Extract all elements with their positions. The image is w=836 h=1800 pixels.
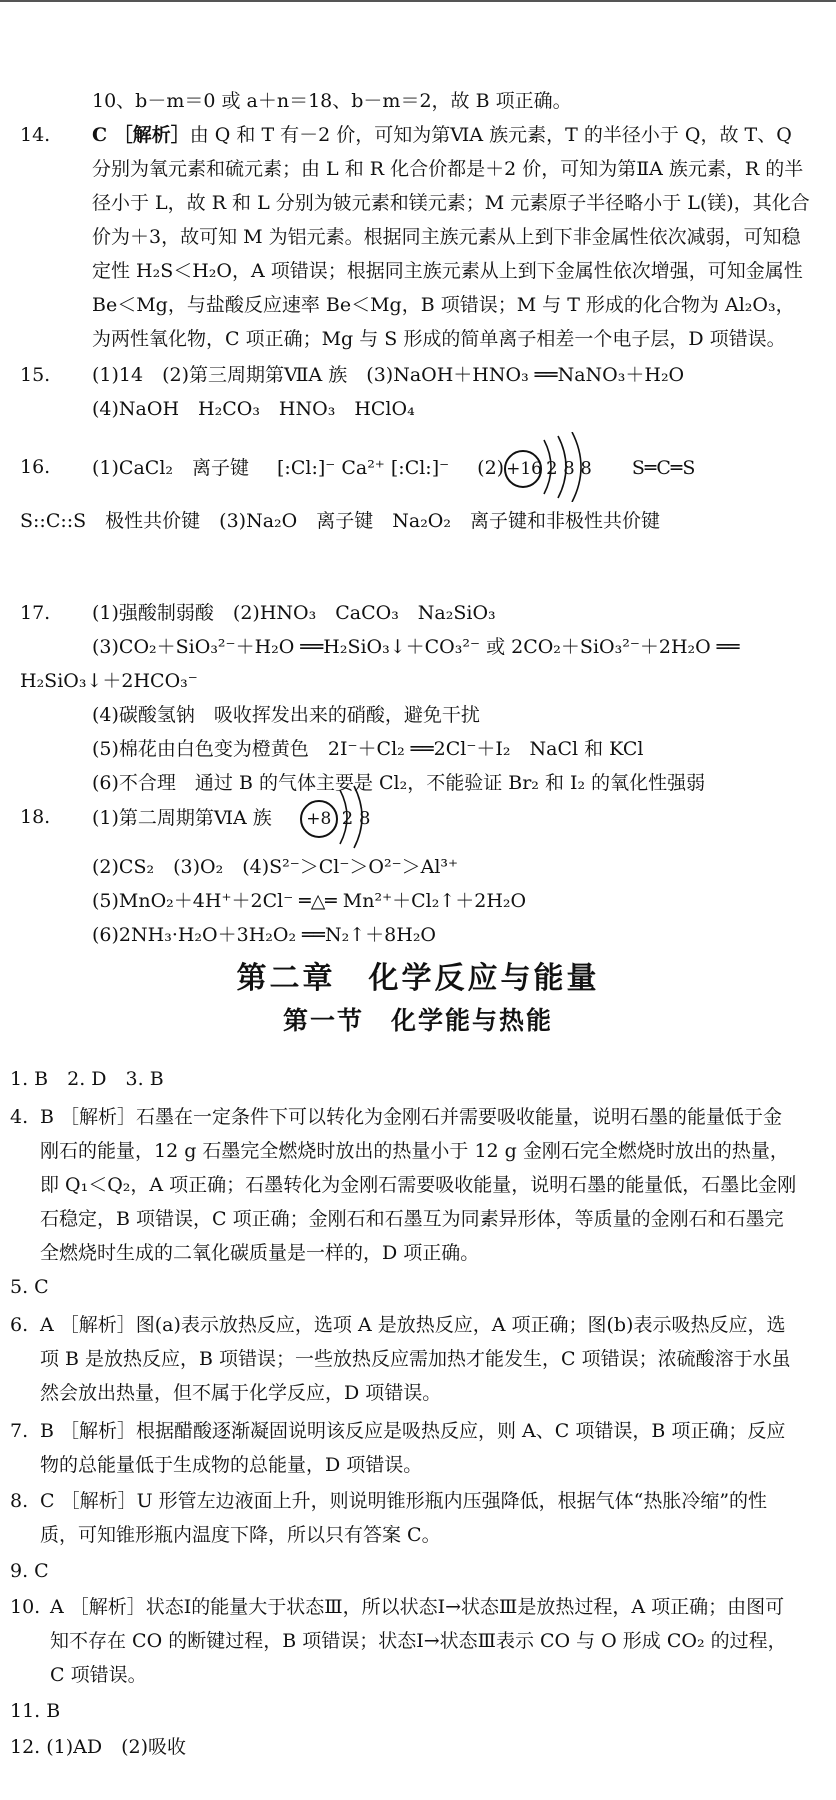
answer-11 [10, 1694, 800, 1728]
question-number: 7. [10, 1420, 29, 1442]
question-number: 14. [20, 124, 51, 146]
analysis-text: 由 Q 和 T 有－2 价，可知为第ⅥA 族元素，T 的半径小于 Q，故 T、Q 分别为氧元素和硫元素；由 L 和 R 化合价都是＋2 价，可知为第ⅡA 族元素，R 的半径小于 L，故 R 和 L 分别为铍元素和镁元素；M 元素原子半径略小于 L(镁)，其化合价为＋3，故可知 M 为铝元素。根据同主族元素从上到下非金属性依次减弱，可知稳定性 H₂S＜H₂O，A 项错误；根据同主族元素从上到下金属性依次增强，可知金属性 Be＜Mg，与盐酸反应速率 Be＜Mg，B 项错误；M 与 T 形成的化合物为 Al₂O₃，为两性氧化物，C 项正确；Mg 与 S 形成的简单离子相差一个电子层，D 项错误。 [92, 124, 810, 350]
answer-line: 11. B [10, 1700, 61, 1722]
answer-4 [10, 1100, 800, 1270]
answer-7 [10, 1414, 800, 1482]
electron-shells: 2 8 [341, 808, 371, 829]
answer-line: (4)碳酸氢钠 吸收挥发出来的硝酸，避免干扰 [92, 704, 480, 726]
answer-6 [10, 1308, 800, 1410]
analysis-text: A ［解析］状态Ⅰ的能量大于状态Ⅲ，所以状态Ⅰ→状态Ⅲ是放热过程，A 项正确；由图可知不存在 CO 的断键过程，B 项错误；状态Ⅰ→状态Ⅲ表示 CO 与 O 形成 CO₂ 的过程，C 项错误。 [50, 1596, 787, 1686]
electron-shells: 2 8 8 [546, 458, 592, 479]
answer-16 [20, 450, 810, 538]
question-number: 8. [10, 1490, 29, 1512]
structural-formula: S═C═S [631, 457, 696, 479]
answer-text: (1)第二周期第ⅥA 族 [92, 807, 272, 829]
answer-line: (3)CO₂＋SiO₃²⁻＋H₂O ══H₂SiO₃↓＋CO₃²⁻ 或 2CO₂＋SiO₃²⁻＋2H₂O ══ [92, 636, 740, 658]
chapter-title: 第二章 化学反应与能量 [236, 961, 600, 996]
electron-dot-formula: [:Cl:]⁻ Ca²⁺ [:Cl:]⁻ [277, 457, 450, 479]
answer-line: (1)强酸制弱酸 (2)HNO₃ CaCO₃ Na₂SiO₃ [92, 602, 496, 624]
analysis-text: B ［解析］石墨在一定条件下可以转化为金刚石并需要吸收能量，说明石墨的能量低于金刚石的能量，12 g 石墨完全燃烧时放出的热量小于 12 g 金刚石完全燃烧时放出的热量，即 Q₁＜Q₂，A 项正确；石墨转化为金刚石需要吸收能量，说明石墨的能量低，石墨比金刚石稳定，B 项错误，C 项正确；金刚石和石墨互为同素异形体，等质量的金刚石和石墨完全燃烧时生成的二氧化碳质量是一样的，D 项正确。 [40, 1106, 797, 1264]
answer-line: 12. (1)AD (2)吸收 [10, 1736, 187, 1758]
answer-line: 1. B 2. D 3. B [10, 1068, 164, 1090]
answer-14 [20, 118, 810, 356]
answer-10 [10, 1590, 800, 1692]
question-number: 4. [10, 1106, 29, 1128]
answer-line: (2)CS₂ (3)O₂ (4)S²⁻＞Cl⁻＞O²⁻＞Al³⁺ [92, 856, 459, 878]
answer-5 [10, 1270, 800, 1304]
answer-line: (6)2NH₃·H₂O＋3H₂O₂ ══N₂↑＋8H₂O [92, 924, 437, 946]
atom-structure-diagram [300, 800, 371, 838]
question-number: 6. [10, 1314, 29, 1336]
answer-text: (2) [477, 457, 505, 479]
answer-line: (5)棉花由白色变为橙黄色 2I⁻＋Cl₂ ══2Cl⁻＋I₂ NaCl 和 KCl [92, 738, 644, 760]
analysis-text: A ［解析］图(a)表示放热反应，选项 A 是放热反应，A 项正确；图(b)表示吸热反应，选项 B 是放热反应，B 项错误；一些放热反应需加热才能发生，C 项错误；浓硫酸溶于水虽然会放出热量，但不属于化学反应，D 项错误。 [40, 1314, 791, 1404]
answer-13-tail [20, 84, 810, 118]
atom-structure-diagram [504, 450, 592, 488]
question-number: 17. [20, 602, 51, 624]
answer-line: 9. C [10, 1560, 49, 1582]
top-rule [0, 0, 836, 2]
shell-arcs [322, 782, 372, 852]
analysis-tag: C ［解析］ [92, 124, 190, 146]
question-number: 16. [20, 456, 51, 478]
question-number: 10. [10, 1596, 41, 1618]
answer-12 [10, 1730, 800, 1764]
answer-line: (5)MnO₂＋4H⁺＋2Cl⁻ ═△═ Mn²⁺＋Cl₂↑＋2H₂O [92, 890, 527, 912]
answer-8 [10, 1484, 800, 1552]
shell-arcs [526, 432, 596, 502]
answer-line: (6)不合理 通过 B 的气体主要是 Cl₂，不能验证 Br₂ 和 I₂ 的氧化性强弱 [92, 772, 706, 794]
analysis-text: B ［解析］根据醋酸逐渐凝固说明该反应是吸热反应，则 A、C 项错误，B 项正确；反应物的总能量低于生成物的总能量，D 项错误。 [40, 1420, 786, 1476]
nucleus: +8 [300, 800, 338, 838]
question-number: 15. [20, 364, 51, 386]
answer-9 [10, 1554, 800, 1588]
analysis-text: C ［解析］U 形管左边液面上升，则说明锥形瓶内压强降低，根据气体“热胀冷缩”的性质，可知锥形瓶内温度下降，所以只有答案 C。 [40, 1490, 768, 1546]
answer-text: S::C::S 极性共价键 (3)Na₂O 离子键 Na₂O₂ 离子键和非极性共价键 [20, 510, 660, 532]
nucleus: +16 [504, 450, 542, 488]
answer-text: 10、b－m＝0 或 a＋n＝18、b－m＝2，故 B 项正确。 [92, 90, 572, 112]
answer-18 [20, 800, 810, 952]
answer-text: (1)CaCl₂ 离子键 [92, 457, 250, 479]
answer-line: 5. C [10, 1276, 49, 1298]
answer-line: (4)NaOH H₂CO₃ HNO₃ HClO₄ [92, 398, 415, 420]
section-title: 第一节 化学能与热能 [282, 1006, 553, 1035]
answer-1-3 [10, 1062, 800, 1096]
answer-17 [20, 596, 810, 800]
answer-15 [20, 358, 810, 426]
answer-line: (1)14 (2)第三周期第ⅦA 族 (3)NaOH＋HNO₃ ══NaNO₃＋H₂O [92, 364, 685, 386]
question-number: 18. [20, 806, 51, 828]
answer-line: H₂SiO₃↓＋2HCO₃⁻ [20, 670, 198, 692]
